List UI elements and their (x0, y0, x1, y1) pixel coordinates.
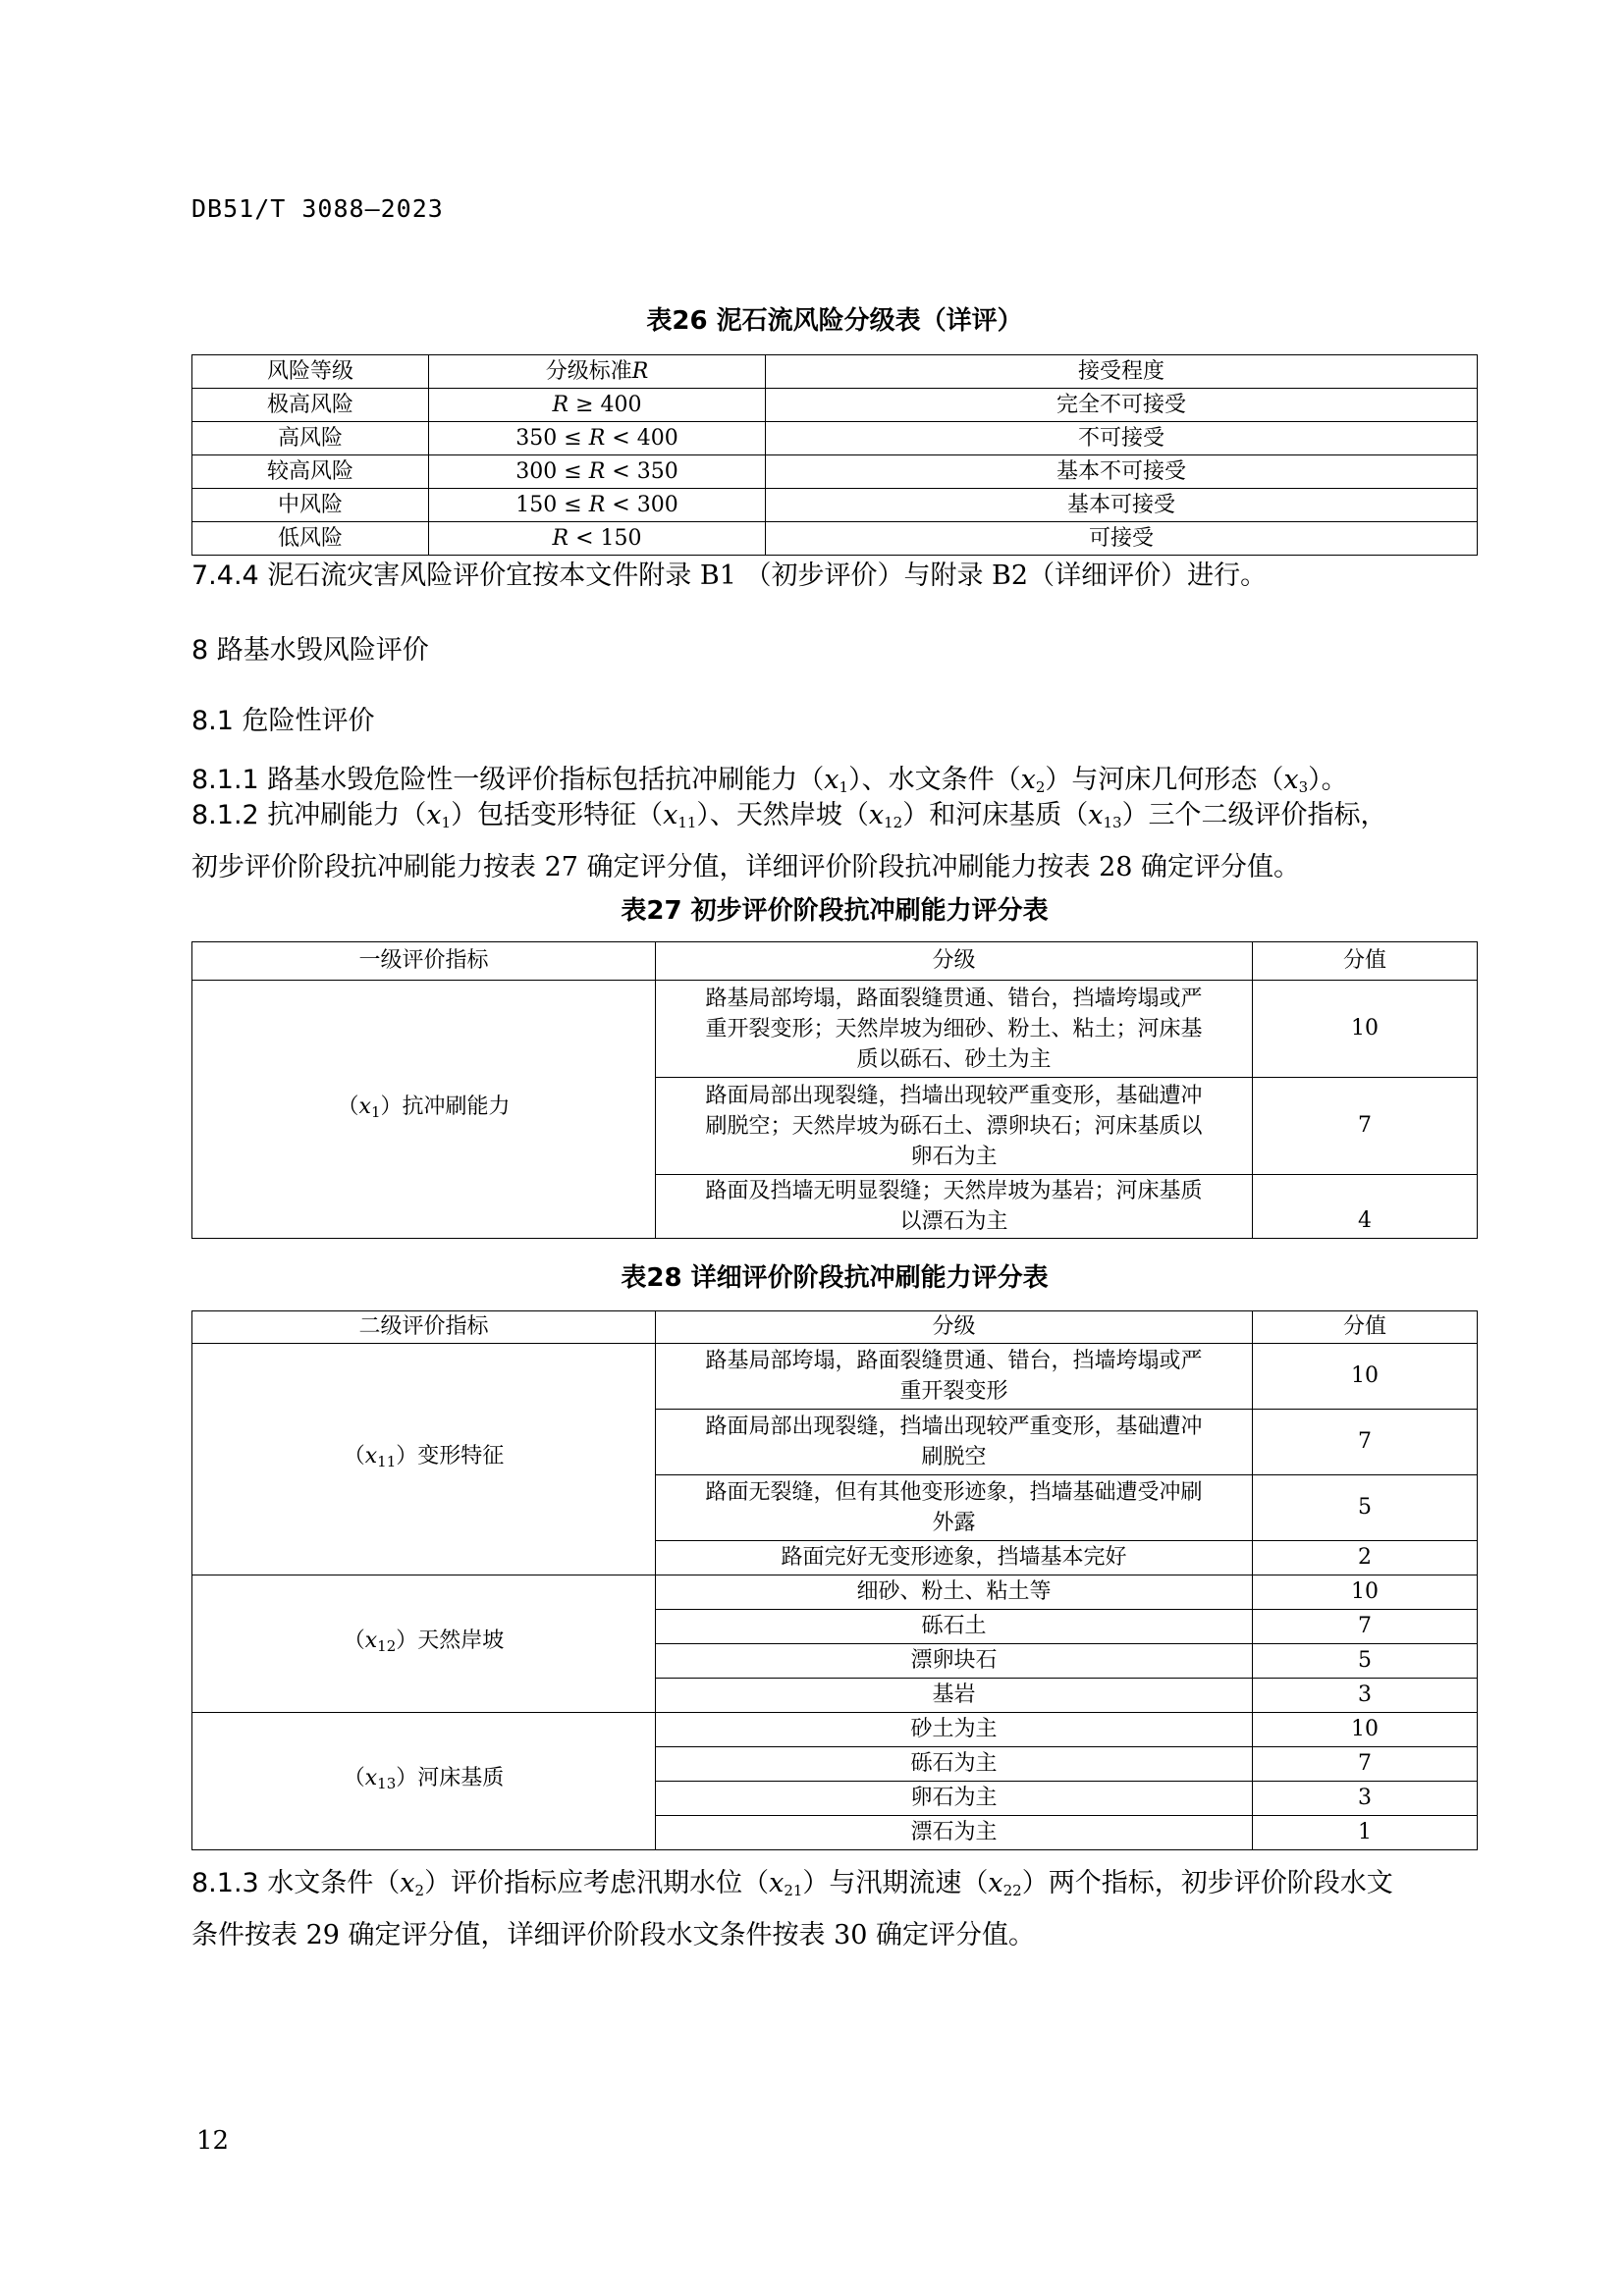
grade-description: 细砂、粉土、粘土等 (656, 1575, 1253, 1610)
score-value: 10 (1253, 1575, 1478, 1610)
section-8-1-heading: 8.1 危险性评价 (191, 706, 375, 736)
acceptance-degree: 基本不可接受 (766, 455, 1478, 489)
score-value: 7 (1253, 1610, 1478, 1644)
acceptance-degree: 完全不可接受 (766, 389, 1478, 422)
indicator-cell: $(x_{12})$天然岸坡 (192, 1575, 656, 1713)
table27 (191, 941, 1478, 1239)
grade-description: 路面及挡墙无明显裂缝；天然岸坡为基岩；河床基质 以漂石为主 (656, 1175, 1253, 1239)
risk-level: 低风险 (192, 522, 429, 556)
score-value: 4 (1253, 1175, 1478, 1239)
risk-standard: 150 ≤ R < 300 (429, 489, 766, 522)
table28-row (192, 1344, 1478, 1410)
table28-row (192, 1713, 1478, 1747)
grade-description: 基岩 (656, 1679, 1253, 1713)
acceptance-degree: 可接受 (766, 522, 1478, 556)
indicator-cell: $(x_{13})$河床基质 (192, 1713, 656, 1850)
grade-description: 路基局部垮塌，路面裂缝贯通、错台，挡墙垮塌或严 重开裂变形；天然岸坡为细砂、粉土、粘土；河床基 质以砾石、砂土为主 (656, 981, 1253, 1078)
clause-8-1-3: 8.1.3 水文条件$(x_2)$评价指标应考虑汛期水位$(x_{21})$与汛期流速$(x_{22})$两个指标，初步评价阶段水文 条件按表 29 确定评分值，详细评价阶段水文条件按表 30 确定评分值。 (191, 1868, 1393, 1950)
table26-row (192, 389, 1478, 422)
acceptance-degree: 基本可接受 (766, 489, 1478, 522)
table28-header-indicator: 二级评价指标 (192, 1311, 656, 1344)
risk-standard: R < 150 (429, 522, 766, 556)
document-code: DB51/T 3088—2023 (191, 194, 444, 223)
table27-header-indicator: 一级评价指标 (192, 942, 656, 981)
table28 (191, 1310, 1478, 1850)
table26-header-standard: 分级标准R (429, 355, 766, 389)
score-value: 5 (1253, 1644, 1478, 1679)
section-8-heading: 8 路基水毁风险评价 (191, 635, 429, 666)
score-value: 7 (1253, 1747, 1478, 1782)
table26-row (192, 422, 1478, 455)
page-number: 12 (196, 2126, 230, 2156)
score-value: 7 (1253, 1078, 1478, 1175)
indicator-cell: $(x_1)$抗冲刷能力 (192, 981, 656, 1239)
table26 (191, 354, 1478, 556)
table27-header-grade: 分级 (656, 942, 1253, 981)
grade-description: 路面局部出现裂缝，挡墙出现较严重变形，基础遭冲 刷脱空；天然岸坡为砾石土、漂卵块石；河床基质以 卵石为主 (656, 1078, 1253, 1175)
risk-standard: 300 ≤ R < 350 (429, 455, 766, 489)
grade-description: 砾石土 (656, 1610, 1253, 1644)
score-value: 10 (1253, 1713, 1478, 1747)
risk-level: 中风险 (192, 489, 429, 522)
table28-row (192, 1575, 1478, 1610)
grade-description: 路面局部出现裂缝，挡墙出现较严重变形，基础遭冲 刷脱空 (656, 1410, 1253, 1475)
table28-header-grade: 分级 (656, 1311, 1253, 1344)
risk-standard: 350 ≤ R < 400 (429, 422, 766, 455)
clause-8-1-2: 8.1.2 抗冲刷能力$(x_1)$包括变形特征$(x_{11})$、天然岸坡$(x_{12})$和河床基质$(x_{13})$三个二级评价指标， 初步评价阶段抗冲刷能力按表 27 确定评分值，详细评价阶段抗冲刷能力按表 28 确定评分值。 (191, 800, 1387, 882)
grade-description: 路基局部垮塌，路面裂缝贯通、错台，挡墙垮塌或严 重开裂变形 (656, 1344, 1253, 1410)
grade-description: 砾石为主 (656, 1747, 1253, 1782)
grade-description: 卵石为主 (656, 1782, 1253, 1816)
table26-header-acceptance: 接受程度 (766, 355, 1478, 389)
grade-description: 漂卵块石 (656, 1644, 1253, 1679)
grade-description: 漂石为主 (656, 1816, 1253, 1850)
table28-header-score: 分值 (1253, 1311, 1478, 1344)
score-value: 7 (1253, 1410, 1478, 1475)
table26-header-level: 风险等级 (192, 355, 429, 389)
score-value: 3 (1253, 1782, 1478, 1816)
score-value: 3 (1253, 1679, 1478, 1713)
clause-8-1-1: 8.1.1 路基水毁危险性一级评价指标包括抗冲刷能力$(x_1)$、水文条件$(x_2)$与河床几何形态$(x_3)$。 (191, 765, 1348, 796)
risk-level: 高风险 (192, 422, 429, 455)
table28-caption: 表28 详细评价阶段抗冲刷能力评分表 (621, 1263, 1049, 1293)
table26-caption: 表26 泥石流风险分级表（详评） (646, 306, 1023, 336)
table26-row (192, 455, 1478, 489)
score-value: 1 (1253, 1816, 1478, 1850)
table26-row (192, 522, 1478, 556)
clause-7-4-4: 7.4.4 泥石流灾害风险评价宜按本文件附录 B1 （初步评价）与附录 B2（详细评价）进行。 (191, 561, 1268, 591)
table26-row (192, 489, 1478, 522)
score-value: 2 (1253, 1541, 1478, 1575)
score-value: 10 (1253, 981, 1478, 1078)
score-value: 10 (1253, 1344, 1478, 1410)
table27-caption: 表27 初步评价阶段抗冲刷能力评分表 (621, 896, 1049, 926)
risk-level: 较高风险 (192, 455, 429, 489)
table27-header-row (192, 942, 1478, 981)
table28-header-row (192, 1311, 1478, 1344)
grade-description: 路面完好无变形迹象，挡墙基本完好 (656, 1541, 1253, 1575)
table27-row (192, 981, 1478, 1078)
acceptance-degree: 不可接受 (766, 422, 1478, 455)
risk-standard: R ≥ 400 (429, 389, 766, 422)
table26-header-row (192, 355, 1478, 389)
grade-description: 砂土为主 (656, 1713, 1253, 1747)
grade-description: 路面无裂缝，但有其他变形迹象，挡墙基础遭受冲刷 外露 (656, 1475, 1253, 1541)
score-value: 5 (1253, 1475, 1478, 1541)
table27-header-score: 分值 (1253, 942, 1478, 981)
indicator-cell: $(x_{11})$变形特征 (192, 1344, 656, 1575)
risk-level: 极高风险 (192, 389, 429, 422)
